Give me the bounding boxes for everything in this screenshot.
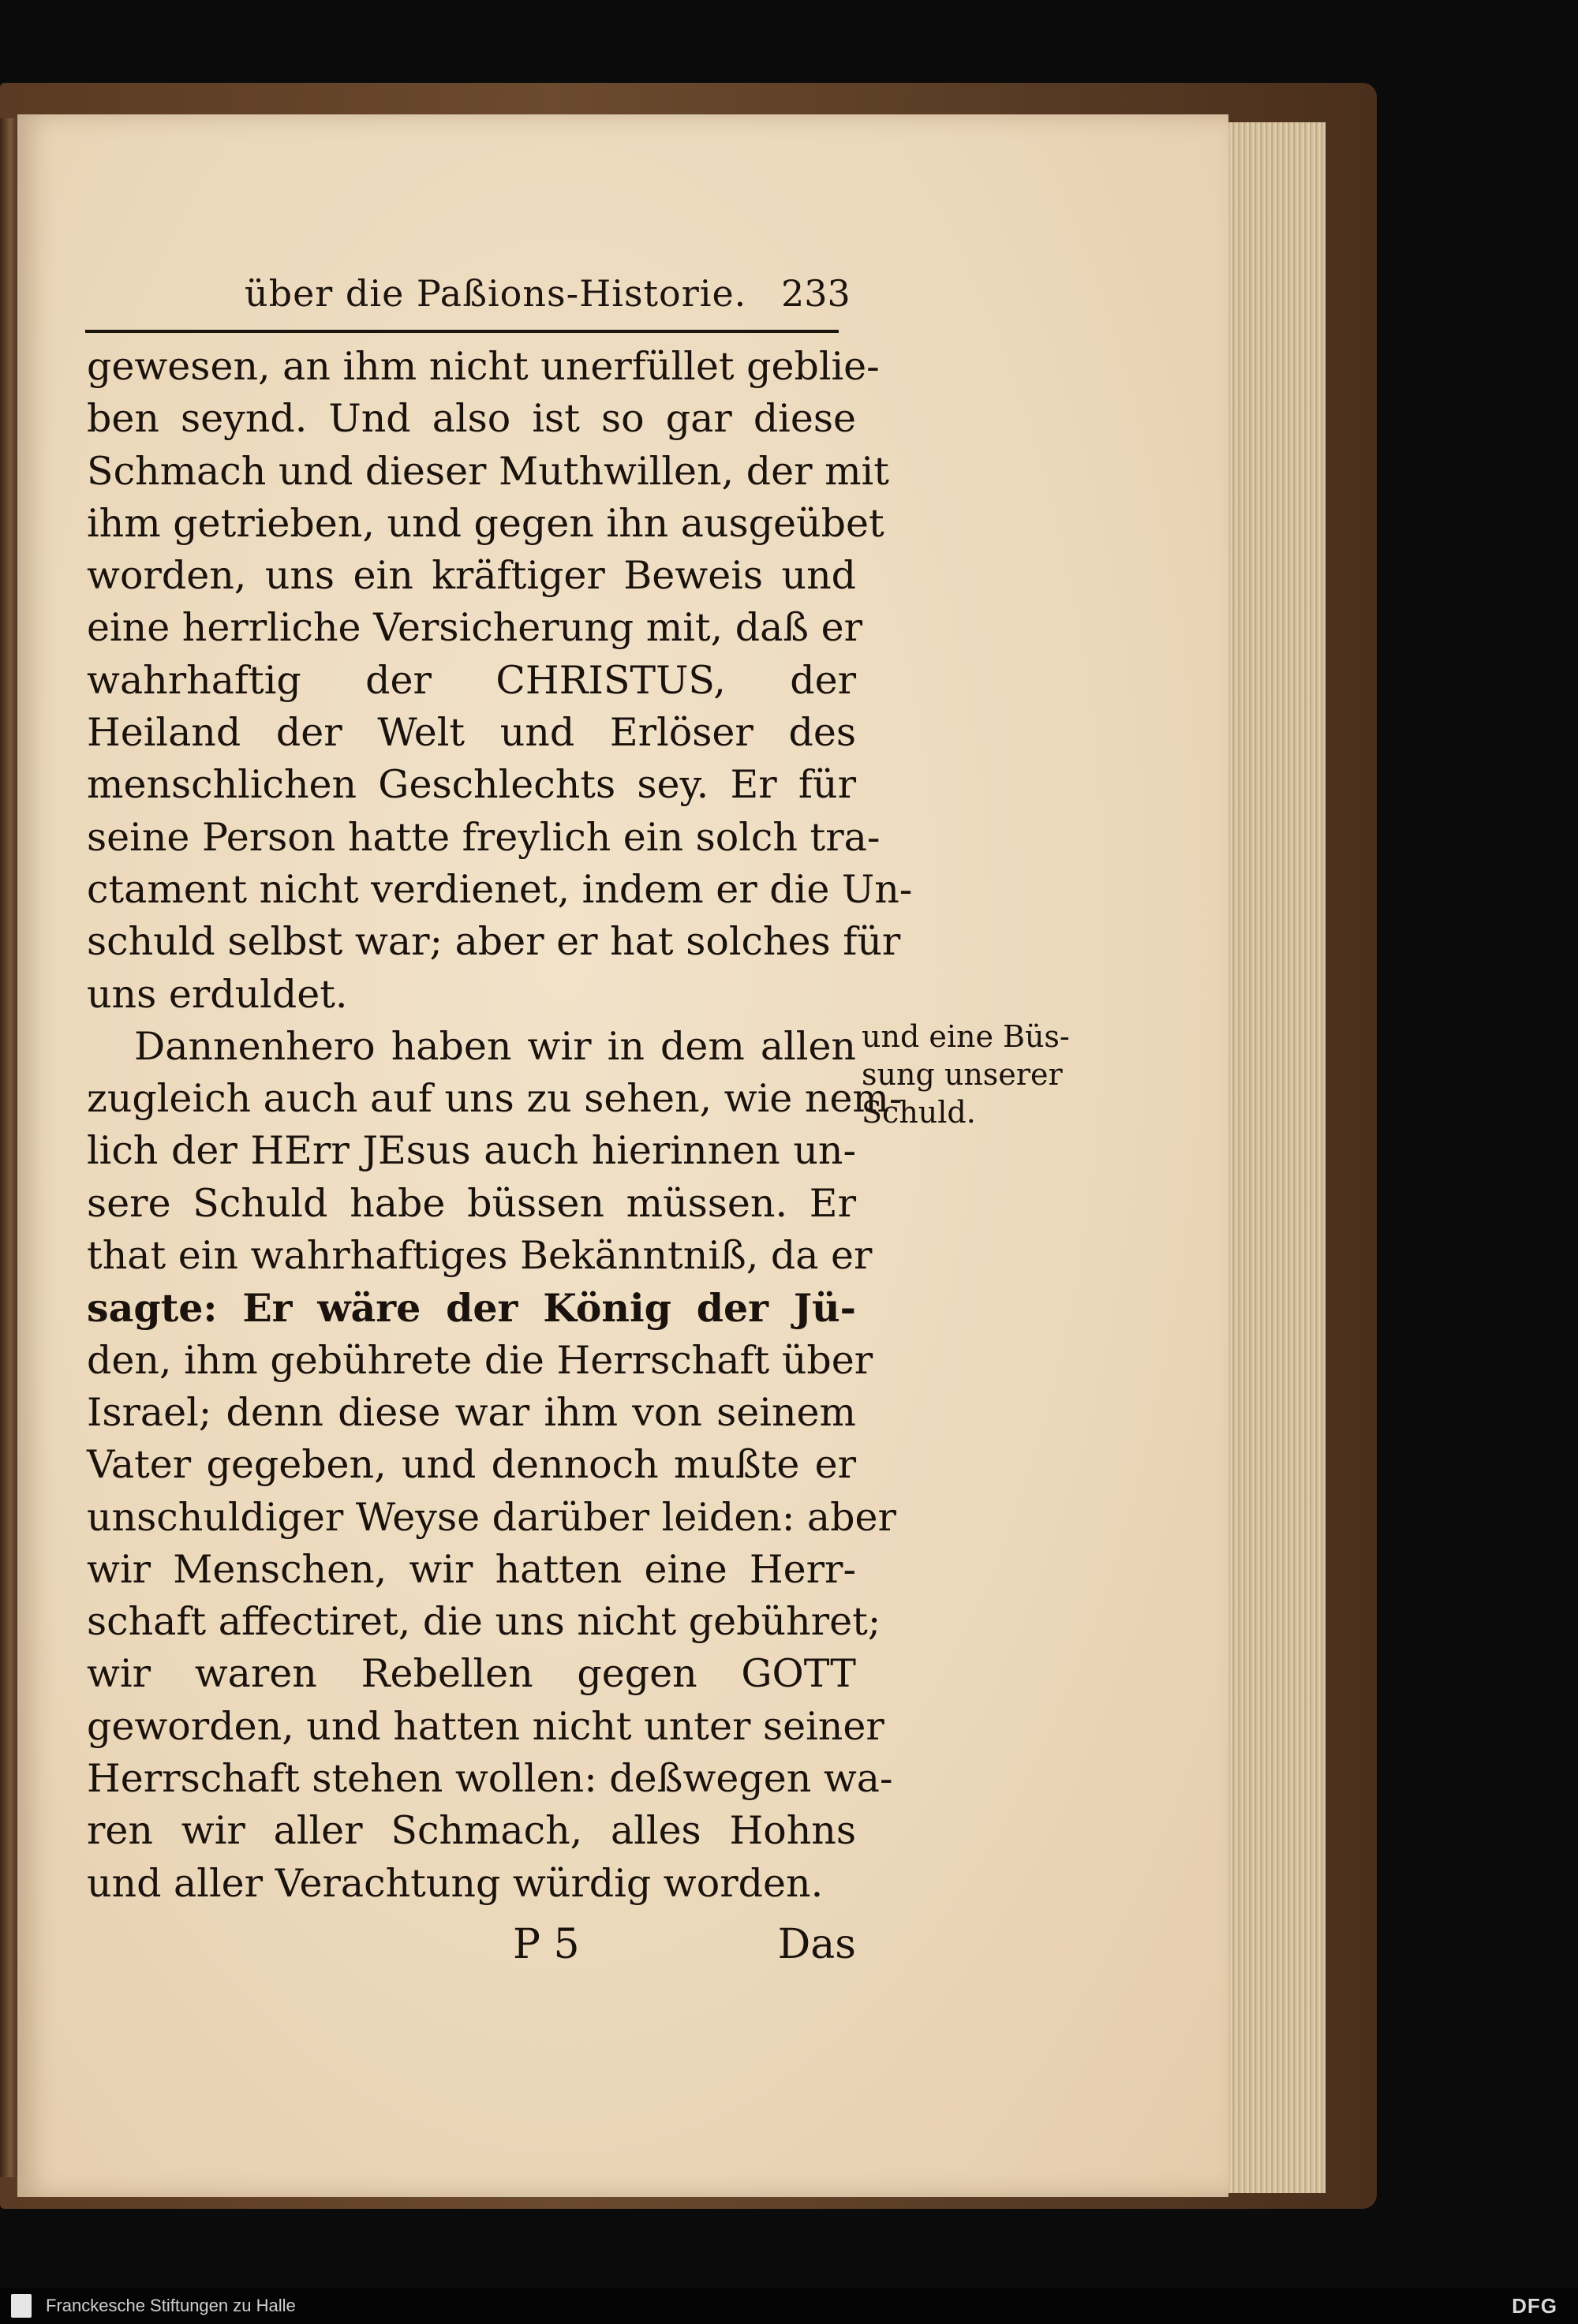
- marginal-note: [862, 1018, 1070, 1131]
- text-line: eine herrliche Versicherung mit, daß er: [87, 605, 863, 651]
- institution-name: Franckesche Stiftungen zu Halle: [46, 2296, 296, 2315]
- marginal-note-line: sung unserer: [862, 1057, 1063, 1092]
- text-line: ctament nicht verdienet, indem er die Un-: [87, 866, 913, 912]
- dfg-logo: DFG: [1512, 2294, 1557, 2318]
- text-line: uns erduldet.: [87, 971, 348, 1017]
- text-line: worden, uns ein kräftiger Beweis und: [87, 553, 856, 599]
- text-line: Vater gegeben, und dennoch mußte er: [87, 1442, 856, 1488]
- catchword: Das: [777, 1921, 856, 1968]
- text-line: Schmach und dieser Muthwillen, der mit: [87, 448, 889, 494]
- text-line: sere Schuld habe büssen müssen. Er: [87, 1180, 856, 1226]
- text-line: schaft affectiret, die uns nicht gebühret;: [87, 1599, 881, 1645]
- text-line: wir Menschen, wir hatten eine Herr-: [87, 1546, 856, 1592]
- text-line: schuld selbst war; aber er hat solches für: [87, 919, 901, 965]
- institution-logo-icon: [11, 2294, 32, 2318]
- signature-mark: P 5: [513, 1921, 580, 1968]
- text-line: Herrschaft stehen wollen: deßwegen wa-: [87, 1756, 893, 1802]
- marginal-note-line: Schuld.: [862, 1095, 976, 1130]
- text-line: und aller Verachtung würdig worden.: [87, 1860, 824, 1906]
- text-line: seine Person hatte freylich ein solch tra-: [87, 814, 881, 860]
- page-number: 233: [781, 272, 851, 315]
- text-line: that ein wahrhaftiges Bekänntniß, da er: [87, 1233, 873, 1279]
- text-line: zugleich auch auf uns zu sehen, wie nem-: [87, 1076, 903, 1122]
- text-line: ben seynd. Und also ist so gar diese: [87, 396, 856, 442]
- marginal-note-line: und eine Büs-: [862, 1019, 1070, 1054]
- text-line: ihm getrieben, und gegen ihn ausgeübet: [87, 500, 884, 546]
- text-line: Heiland der Welt und Erlöser des: [87, 710, 856, 756]
- running-head-title: über die Paßions-Historie.: [245, 272, 747, 315]
- catch-line: [87, 1921, 856, 1976]
- text-line: menschlichen Geschlechts sey. Er für: [87, 762, 856, 808]
- text-line: Israel; denn diese war ihm von seinem: [87, 1389, 856, 1435]
- text-line: wahrhaftig der CHRISTUS, der: [87, 657, 856, 703]
- text-line: ren wir aller Schmach, alles Hohns: [87, 1808, 856, 1854]
- text-line: wir waren Rebellen gegen GOTT: [87, 1651, 856, 1697]
- text-line: den, ihm gebührete die Herrschaft über: [87, 1337, 873, 1383]
- text-line: unschuldiger Weyse darüber leiden: aber: [87, 1494, 896, 1540]
- text-line: Dannenhero haben wir in dem allen: [134, 1023, 856, 1069]
- main-text: [87, 341, 913, 1910]
- header-rule: [85, 330, 839, 333]
- text-line: lich der HErr JEsus auch hierinnen un-: [87, 1128, 856, 1174]
- text-line: sagte: Er wäre der König der Jü-: [87, 1285, 856, 1332]
- running-head: [95, 272, 851, 331]
- text-line: gewesen, an ihm nicht unerfüllet geblie-: [87, 344, 880, 389]
- viewer-footer: [0, 2288, 1578, 2324]
- text-line: geworden, und hatten nicht unter seiner: [87, 1703, 884, 1749]
